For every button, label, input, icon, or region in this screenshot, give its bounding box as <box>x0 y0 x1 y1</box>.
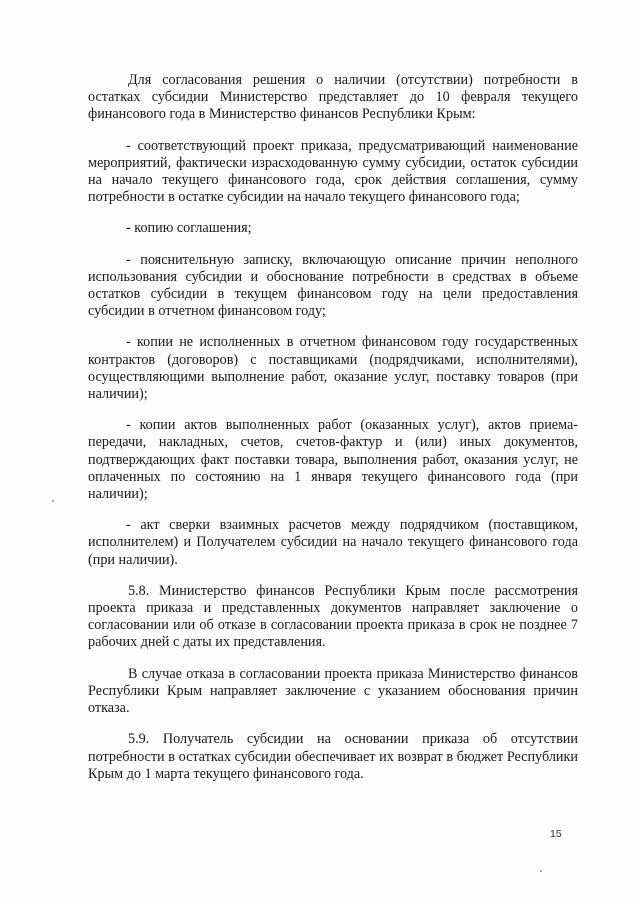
paragraph-5-8: 5.8. Министерство финансов Республики Крым после рассмотрения проекта приказа и представленных документов направляет заключение о согласовании или об отказе в согласовании проекта приказа в срок не позднее 7 рабочих дней с даты их представления. <box>88 582 578 651</box>
list-item-reconciliation-act: - акт сверки взаимных расчетов между подрядчиком (поставщиком, исполнителем) и Получателем субсидии на начало текущего финансового года (при наличии). <box>88 517 578 568</box>
scan-speck <box>540 870 542 872</box>
list-item-acts-copies: - копии актов выполненных работ (оказанных услуг), актов приема-передачи, накладных, счетов, счетов-фактур и (или) иных документов, подтверждающих факт поставки товара, выполнения работ, оказания услуг, не оплаченных по состоянию на 1 января текущего финансового года (при наличии); <box>88 417 578 503</box>
list-item-explanatory-note: - пояснительную записку, включающую описание причин неполного использования субсидии и обоснование потребности в средствах в объеме остатков субсидии в текущем финансовом году на цели предоставления субсидии в отчетном финансовом году; <box>88 251 578 320</box>
list-item-draft-order: - соответствующий проект приказа, предусматривающий наименование мероприятий, фактически израсходованную сумму субсидии, остаток субсидии на начало текущего финансового года, срок действия соглашения, сумму потребности в остатке субсидии на начало текущего финансового года; <box>88 137 578 206</box>
page-number: 15 <box>550 828 562 840</box>
paragraph-refusal: В случае отказа в согласовании проекта приказа Министерство финансов Республики Крым направляет заключение с указанием обоснования причин отказа. <box>88 665 578 717</box>
document-body <box>88 72 578 797</box>
scan-speck <box>52 500 54 502</box>
list-item-contracts-copies: - копии не исполненных в отчетном финансовом году государственных контрактов (договоров) с поставщиками (подрядчиками, исполнителями), осуществляющими выполнение работ, оказание услуг, поставку товаров (при наличии); <box>88 334 578 403</box>
list-item-agreement-copy: - копию соглашения; <box>126 220 252 237</box>
paragraph-5-9: 5.9. Получатель субсидии на основании приказа об отсутствии потребности в остатках субсидии обеспечивает их возврат в бюджет Республики Крым до 1 марта текущего финансового года. <box>88 731 578 782</box>
paragraph-intro: Для согласования решения о наличии (отсутствии) потребности в остатках субсидии Министерство представляет до 10 февраля текущего финансового года в Министерство финансов Республики Крым: <box>88 72 578 123</box>
